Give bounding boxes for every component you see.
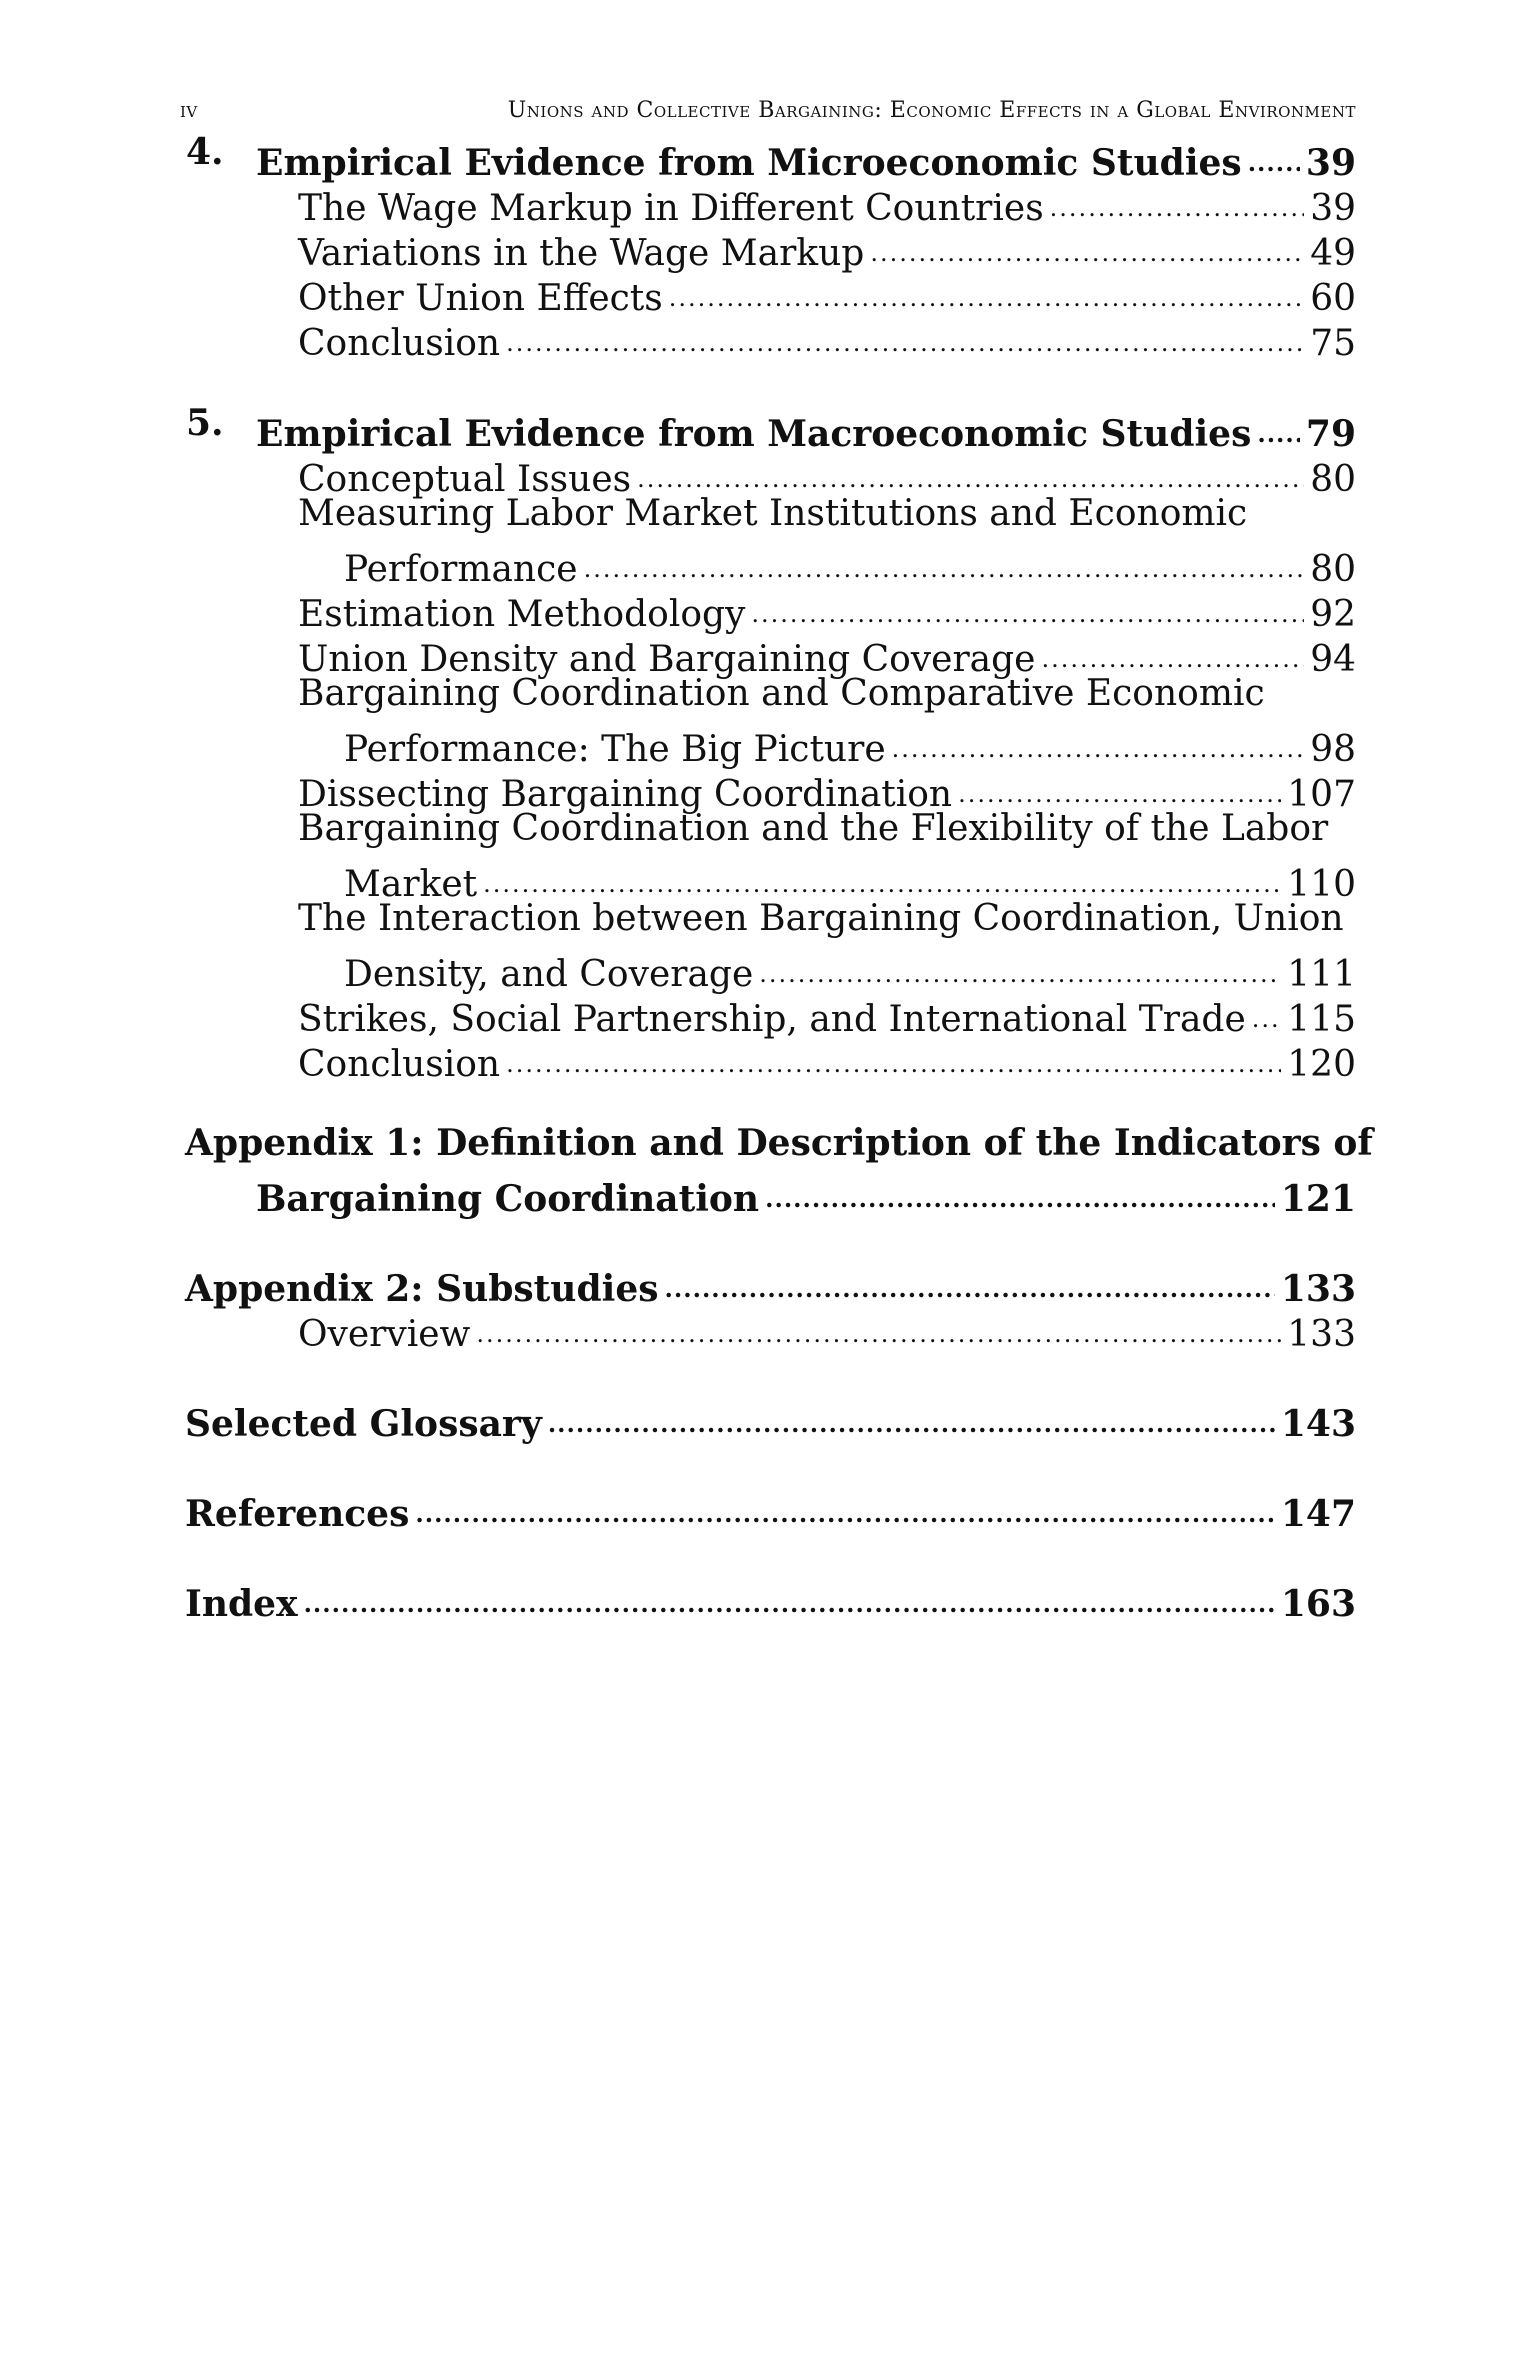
dot-leader bbox=[584, 536, 1305, 581]
dot-leader bbox=[506, 1031, 1281, 1076]
dot-leader bbox=[1041, 626, 1304, 671]
entry-title: Other Union Effects bbox=[298, 278, 663, 319]
dot-leader bbox=[1252, 986, 1282, 1031]
page-number: 133 bbox=[1287, 1314, 1356, 1355]
entry-title: The Wage Markup in Different Countries bbox=[298, 188, 1044, 229]
dot-leader bbox=[1248, 130, 1300, 175]
appendix-title-continued: Bargaining Coordination bbox=[256, 1178, 760, 1220]
page-number: 121 bbox=[1280, 1178, 1356, 1220]
page-number: 80 bbox=[1310, 459, 1356, 500]
entry-title: Strikes, Social Partnership, and International Trade bbox=[298, 999, 1246, 1040]
toc-entry-continued[interactable] bbox=[344, 716, 1356, 770]
toc-entry[interactable] bbox=[298, 671, 1356, 716]
entry-title: The Interaction between Bargaining Coordination, Union bbox=[298, 898, 1344, 939]
toc-entry[interactable] bbox=[298, 761, 1356, 815]
page-number: 107 bbox=[1287, 774, 1356, 815]
dot-leader bbox=[476, 1301, 1281, 1346]
page-number: 147 bbox=[1280, 1493, 1356, 1535]
toc-entry[interactable] bbox=[298, 1301, 1356, 1355]
entry-title-continued: Performance: The Big Picture bbox=[344, 729, 886, 770]
toc-entry[interactable] bbox=[298, 175, 1356, 229]
page-number: 110 bbox=[1287, 864, 1356, 905]
entry-title-continued: Density, and Coverage bbox=[344, 954, 754, 995]
toc-appendix-2[interactable] bbox=[185, 1256, 1356, 1310]
entry-title: Measuring Labor Market Institutions and Economic bbox=[298, 493, 1248, 534]
page-number: 49 bbox=[1310, 233, 1356, 274]
entry-title: Bargaining Coordination and the Flexibility of the Labor bbox=[298, 808, 1329, 849]
page-number: 163 bbox=[1280, 1583, 1356, 1625]
toc-entry[interactable] bbox=[298, 265, 1356, 319]
chapter-number: 5. bbox=[186, 402, 224, 444]
entry-title: Estimation Methodology bbox=[298, 594, 746, 635]
page-number: 94 bbox=[1310, 639, 1356, 680]
toc-entry[interactable] bbox=[298, 220, 1356, 274]
toc-references[interactable] bbox=[185, 1481, 1356, 1535]
toc-entry[interactable] bbox=[298, 310, 1356, 364]
page-number: 133 bbox=[1280, 1268, 1356, 1310]
entry-title-continued: Market bbox=[344, 864, 478, 905]
page-number: 115 bbox=[1287, 999, 1356, 1040]
dot-leader bbox=[958, 761, 1281, 806]
toc-entry-continued[interactable] bbox=[344, 941, 1356, 995]
page-number: 75 bbox=[1310, 323, 1356, 364]
dot-leader bbox=[415, 1481, 1274, 1526]
toc-entry[interactable] bbox=[298, 581, 1356, 635]
page-folio: iv bbox=[180, 98, 198, 123]
dot-leader bbox=[765, 1166, 1275, 1211]
dot-leader bbox=[759, 941, 1281, 986]
entry-title: Bargaining Coordination and Comparative Economic bbox=[298, 673, 1265, 714]
entry-title: Conclusion bbox=[298, 323, 501, 364]
toc-entry[interactable] bbox=[298, 986, 1356, 1040]
dot-leader bbox=[665, 1256, 1275, 1301]
dot-leader bbox=[870, 220, 1304, 265]
dot-leader bbox=[483, 851, 1281, 896]
dot-leader bbox=[669, 265, 1304, 310]
entry-title: Dissecting Bargaining Coordination bbox=[298, 774, 953, 815]
page-number: 143 bbox=[1280, 1403, 1356, 1445]
section-title: Index bbox=[185, 1583, 298, 1625]
entry-title-continued: Performance bbox=[344, 549, 578, 590]
page-number: 39 bbox=[1310, 188, 1356, 229]
entry-title: Variations in the Wage Markup bbox=[298, 233, 865, 274]
entry-title: Conceptual Issues bbox=[298, 459, 632, 500]
running-title: Unions and Collective Bargaining: Economic Effects in a Global Environment bbox=[507, 98, 1356, 123]
toc-chapter-4[interactable] bbox=[186, 130, 1356, 184]
dot-leader bbox=[892, 716, 1305, 761]
toc-chapter-5[interactable] bbox=[186, 401, 1356, 455]
page-number: 92 bbox=[1310, 594, 1356, 635]
toc-entry[interactable] bbox=[298, 491, 1356, 536]
dot-leader bbox=[548, 1391, 1275, 1436]
page-number: 98 bbox=[1310, 729, 1356, 770]
toc-index[interactable] bbox=[185, 1571, 1356, 1625]
toc-entry[interactable] bbox=[298, 896, 1356, 941]
dot-leader bbox=[304, 1571, 1275, 1616]
toc-entry[interactable] bbox=[298, 446, 1356, 500]
page-number: 111 bbox=[1287, 954, 1356, 995]
dot-leader bbox=[1257, 401, 1300, 446]
dot-leader bbox=[506, 310, 1304, 355]
page-number: 80 bbox=[1310, 549, 1356, 590]
page-number: 79 bbox=[1305, 413, 1356, 455]
dot-leader bbox=[751, 581, 1304, 626]
page-number: 39 bbox=[1305, 142, 1356, 184]
toc-entry[interactable] bbox=[298, 806, 1356, 851]
toc-appendix-1[interactable] bbox=[185, 1121, 1373, 1166]
toc-entry-continued[interactable] bbox=[344, 851, 1356, 905]
toc-entry[interactable] bbox=[298, 1031, 1356, 1085]
toc-glossary[interactable] bbox=[185, 1391, 1356, 1445]
appendix-title: Appendix 2: Substudies bbox=[185, 1268, 659, 1310]
running-head bbox=[180, 96, 1356, 126]
chapter-title: Empirical Evidence from Microeconomic Studies bbox=[256, 142, 1242, 184]
entry-title: Union Density and Bargaining Coverage bbox=[298, 639, 1036, 680]
chapter-title: Empirical Evidence from Macroeconomic Studies bbox=[256, 413, 1252, 455]
page-number: 120 bbox=[1287, 1044, 1356, 1085]
dot-leader bbox=[637, 446, 1304, 491]
page-number: 60 bbox=[1310, 278, 1356, 319]
toc-appendix-1-continued[interactable] bbox=[256, 1166, 1356, 1220]
entry-title: Conclusion bbox=[298, 1044, 501, 1085]
chapter-number: 4. bbox=[186, 131, 224, 173]
dot-leader bbox=[1050, 175, 1305, 220]
toc-entry[interactable] bbox=[298, 626, 1356, 680]
section-title: Selected Glossary bbox=[185, 1403, 542, 1445]
section-title: References bbox=[185, 1493, 410, 1535]
toc-entry-continued[interactable] bbox=[344, 536, 1356, 590]
entry-title: Overview bbox=[298, 1314, 471, 1355]
appendix-title: Appendix 1: Definition and Description of the Indicators of bbox=[185, 1122, 1373, 1164]
